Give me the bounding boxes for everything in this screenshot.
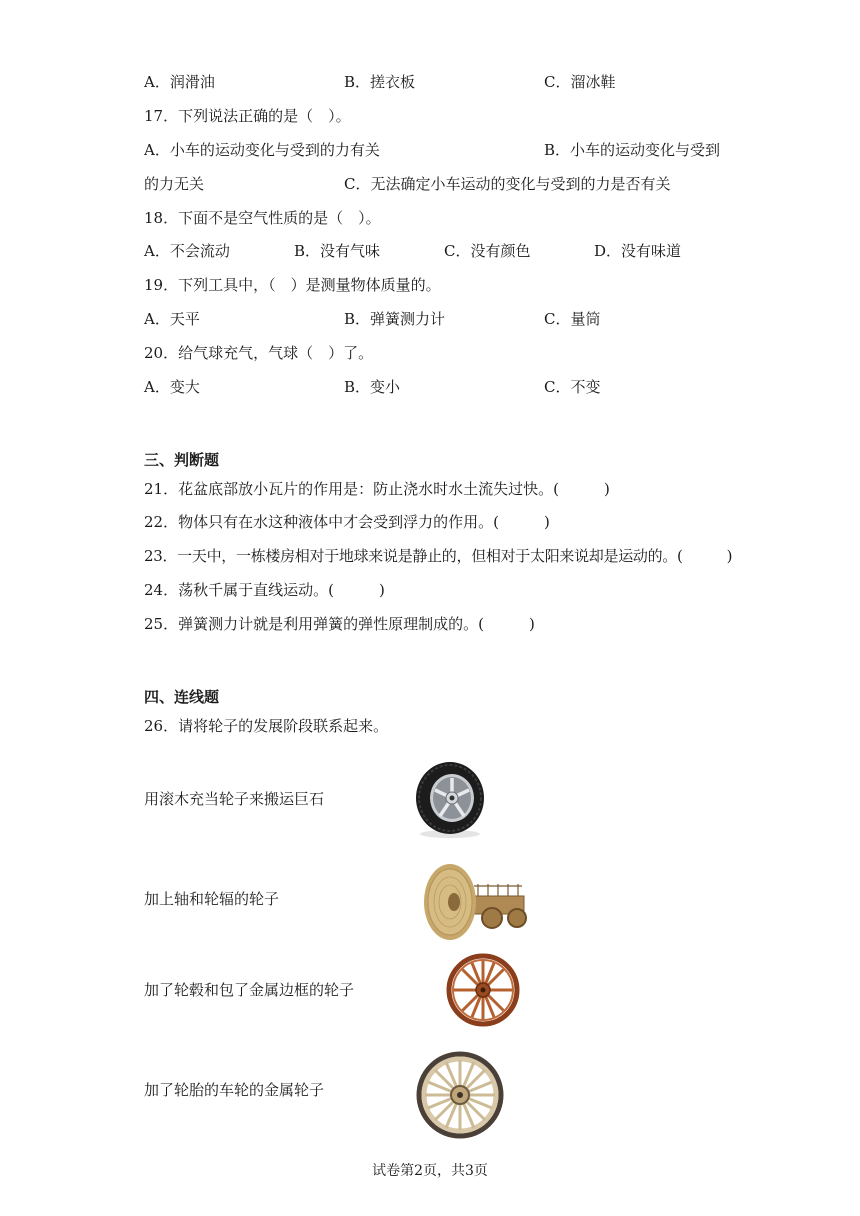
section4-title: 四、连线题	[144, 688, 220, 706]
page-footer: 试卷第2页，共3页	[372, 1163, 488, 1179]
q18-option-d: D．没有味道	[594, 242, 682, 260]
q18-stem: 18．下面不是空气性质的是（ ）。	[144, 209, 381, 227]
q20-option-a: A．变大	[144, 378, 200, 396]
wheel-stage-1: 用滚木充当轮子来搬运巨石	[144, 790, 325, 808]
q19-stem: 19．下列工具中，（ ）是测量物体质量的。	[144, 276, 441, 294]
wooden-spoked-wheel-image	[443, 953, 523, 1027]
q18-option-a: A．不会流动	[144, 242, 230, 260]
judge-item-21: 21．花盆底部放小瓦片的作用是：防止浇水时水土流失过快。( )	[144, 480, 610, 498]
judge-item-25: 25．弹簧测力计就是利用弹簧的弹性原理制成的。( )	[144, 615, 535, 633]
q16-option-b: B．搓衣板	[344, 73, 416, 91]
q18-option-b: B．没有气味	[294, 242, 381, 260]
q19-option-a: A．天平	[144, 310, 200, 328]
q26-stem: 26．请将轮子的发展阶段联系起来。	[144, 717, 389, 735]
q17-stem: 17．下列说法正确的是（ ）。	[144, 107, 351, 125]
metal-rimmed-spoked-wheel-image	[416, 1050, 504, 1140]
q16-option-c: C．溜冰鞋	[544, 73, 616, 91]
wheel-stage-3: 加了轮毂和包了金属边框的轮子	[144, 981, 355, 999]
q20-option-b: B．变小	[344, 378, 401, 396]
judge-item-24: 24．荡秋千属于直线运动。( )	[144, 581, 385, 599]
stone-disc-wheel-with-cart-image	[414, 862, 530, 942]
judge-item-23: 23．一天中，一栋楼房相对于地球来说是静止的，但相对于太阳来说却是运动的。( )	[144, 547, 733, 565]
q20-option-c: C．不变	[544, 378, 601, 396]
q17-option-b-part1: B．小车的运动变化与受到	[544, 141, 721, 159]
judge-item-22: 22．物体只有在水这种液体中才会受到浮力的作用。( )	[144, 513, 550, 531]
q17-option-a: A．小车的运动变化与受到的力有关	[144, 141, 380, 159]
q17-option-c: C．无法确定小车运动的变化与受到的力是否有关	[344, 175, 671, 193]
wheel-stage-2: 加上轴和轮辐的轮子	[144, 890, 280, 908]
q16-option-a: A．润滑油	[144, 73, 215, 91]
q19-option-b: B．弹簧测力计	[344, 310, 446, 328]
q18-option-c: C．没有颜色	[444, 242, 531, 260]
modern-tire-wheel-image	[412, 760, 488, 838]
section3-title: 三、判断题	[144, 451, 220, 469]
q17-option-b-part2: 的力无关	[144, 175, 205, 193]
q19-option-c: C．量筒	[544, 310, 601, 328]
q20-stem: 20．给气球充气，气球（ ）了。	[144, 344, 374, 362]
wheel-stage-4: 加了轮胎的车轮的金属轮子	[144, 1081, 325, 1099]
